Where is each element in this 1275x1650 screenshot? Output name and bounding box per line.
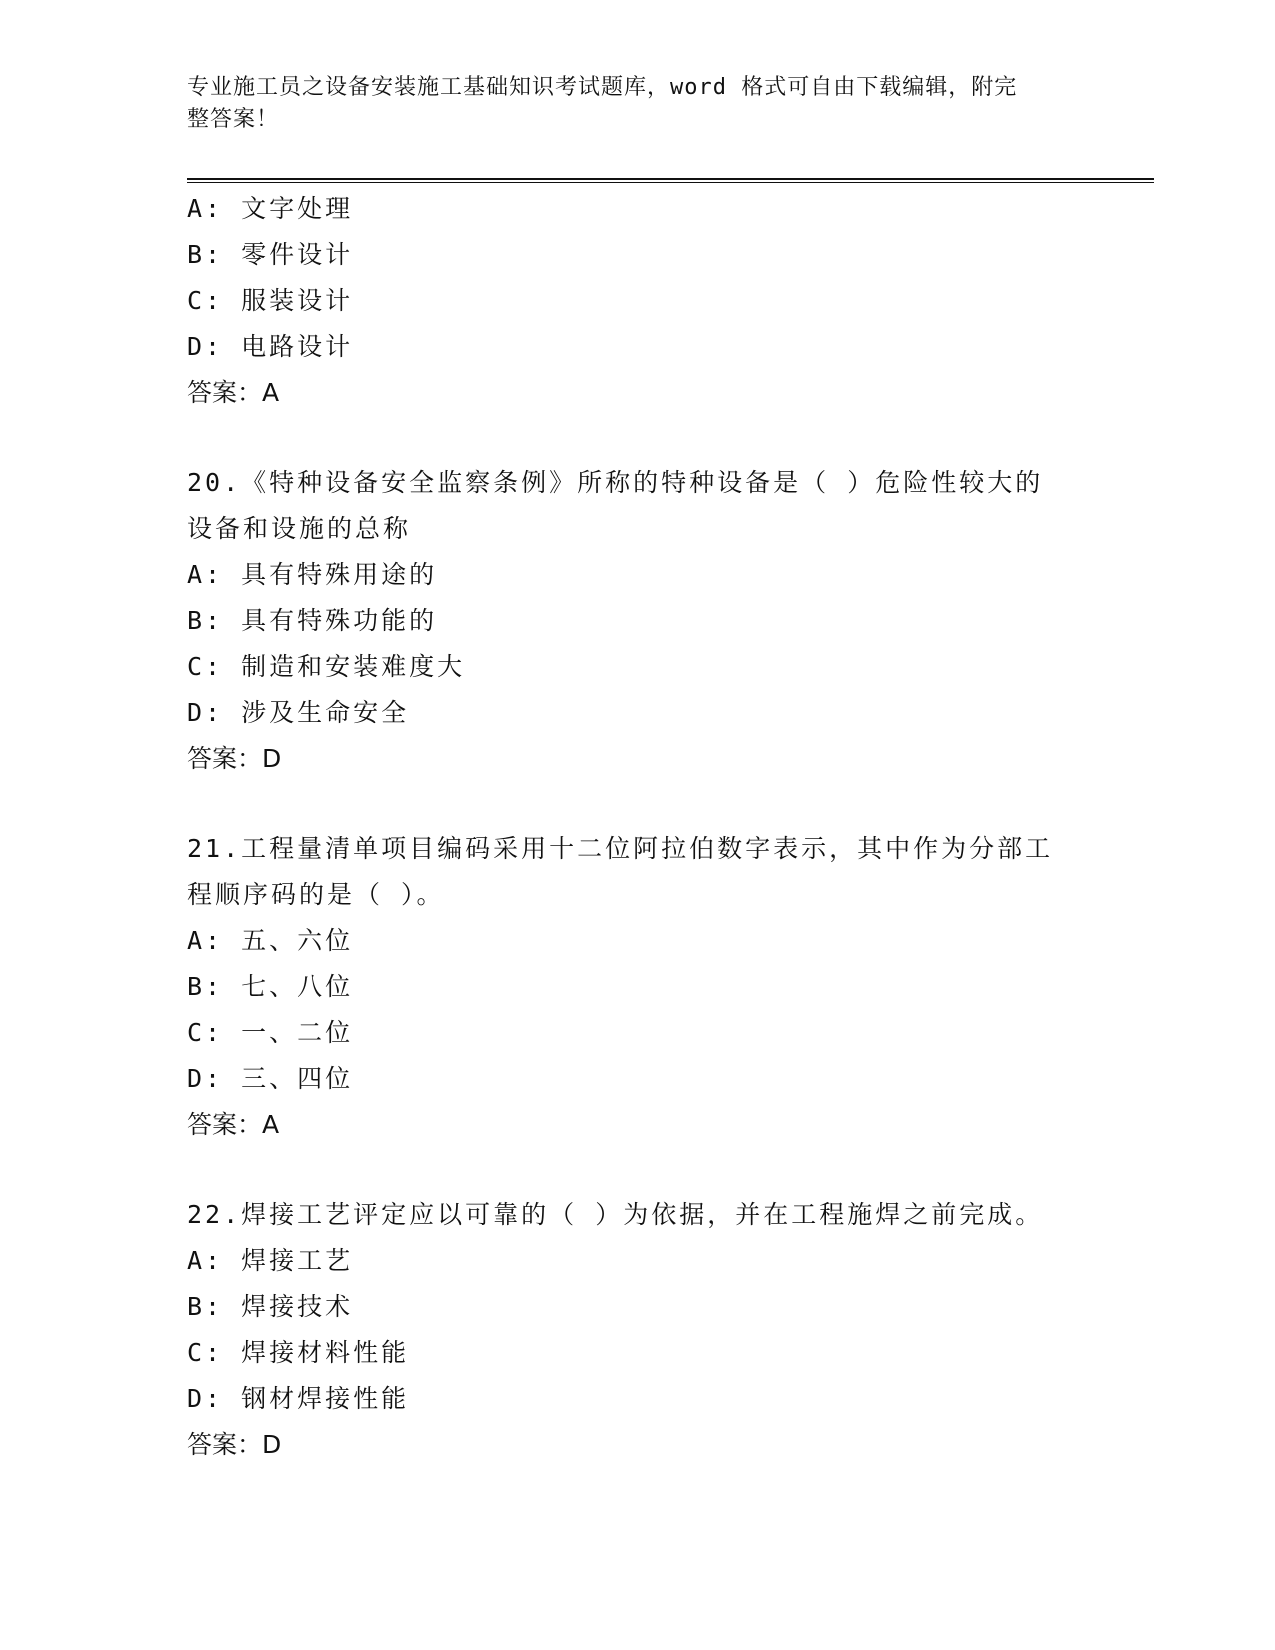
header-divider xyxy=(187,178,1154,183)
option-a: A: 文字处理 xyxy=(187,194,354,223)
option-a: A: 具有特殊用途的 xyxy=(187,560,438,589)
question-stem-continued: 设备和设施的总称 xyxy=(187,514,412,543)
header-line-2: 整答案！ xyxy=(187,107,280,132)
question-stem: 20.《特种设备安全监察条例》所称的特种设备是（ ）危险性较大的 xyxy=(187,468,1044,497)
option-b: B: 零件设计 xyxy=(187,240,354,269)
answer: 答案：A xyxy=(187,1110,280,1139)
answer: 答案：D xyxy=(187,1430,282,1459)
option-a: A: 焊接工艺 xyxy=(187,1246,354,1275)
spacer xyxy=(187,1148,1087,1192)
option-d: D: 三、四位 xyxy=(187,1064,354,1093)
option-b: B: 具有特殊功能的 xyxy=(187,606,438,635)
question-19-continued xyxy=(187,186,1087,416)
question-21 xyxy=(187,826,1087,1148)
option-d: D: 涉及生命安全 xyxy=(187,698,410,727)
option-b: B: 七、八位 xyxy=(187,972,354,1001)
question-stem: 22.焊接工艺评定应以可靠的（ ）为依据，并在工程施焊之前完成。 xyxy=(187,1200,1044,1229)
question-list xyxy=(187,186,1087,1468)
option-d: D: 电路设计 xyxy=(187,332,354,361)
option-c: C: 制造和安装难度大 xyxy=(187,652,466,681)
option-c: C: 焊接材料性能 xyxy=(187,1338,410,1367)
answer: 答案：A xyxy=(187,378,280,407)
document-header xyxy=(187,72,1087,136)
option-b: B: 焊接技术 xyxy=(187,1292,354,1321)
spacer xyxy=(187,416,1087,460)
question-20 xyxy=(187,460,1087,782)
option-a: A: 五、六位 xyxy=(187,926,354,955)
spacer xyxy=(187,782,1087,826)
option-c: C: 服装设计 xyxy=(187,286,354,315)
option-d: D: 钢材焊接性能 xyxy=(187,1384,410,1413)
answer: 答案：D xyxy=(187,744,282,773)
header-line-1: 专业施工员之设备安装施工基础知识考试题库，word 格式可自由下载编辑，附完 xyxy=(187,75,1018,100)
question-stem: 21.工程量清单项目编码采用十二位阿拉伯数字表示，其中作为分部工 xyxy=(187,834,1054,863)
option-c: C: 一、二位 xyxy=(187,1018,354,1047)
question-22 xyxy=(187,1192,1087,1468)
question-stem-continued: 程顺序码的是（ ）。 xyxy=(187,880,445,909)
